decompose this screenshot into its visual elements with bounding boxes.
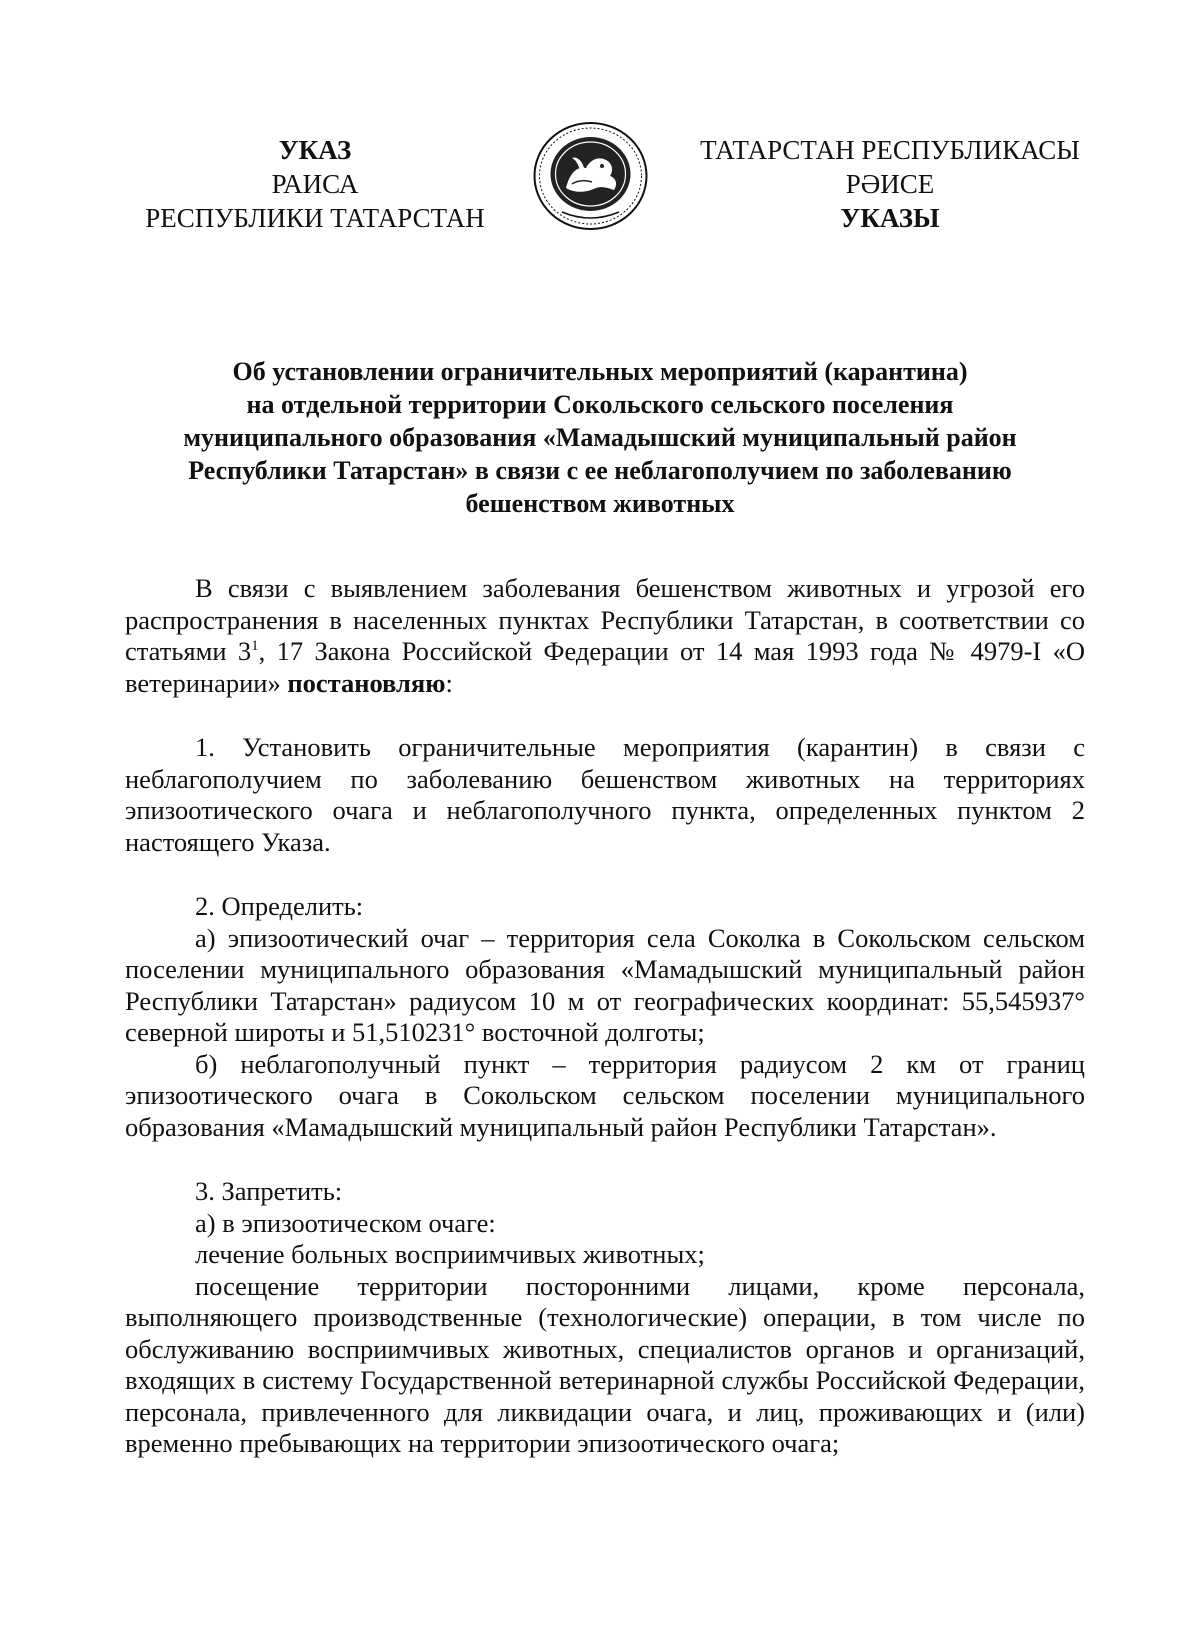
item-3-heading: 3. Запретить: — [195, 1176, 343, 1206]
paragraph-gap — [125, 858, 1085, 891]
preamble-superscript: 1 — [251, 638, 259, 655]
item-3a-heading: а) в эпизоотическом очаге: — [195, 1207, 496, 1238]
item-3a2-paragraph: посещение территории посторонними лицами, кроме персонала, выполняющего производственные (технологические) операции, в том числе по обслуживанию восприимчивых животных, специалистов органов и организаций, входящих в систему Государственной ветеринарной службы Российской Федерации, персонала, привлеченного для ликвидации очага, и лиц, проживающих и (или) временно пребывающих на территории эпизоотического очага; — [125, 1270, 1085, 1458]
preamble-colon: : — [445, 667, 453, 698]
item-2a-paragraph: а) эпизоотический очаг – территория села Соколка в Сокольском сельском поселении муниципального образования «Мамадышский муниципальный район Республики Татарстан» радиусом 10 м от географических координат: 55,545937° северной широты и 51,510231° восточной долготы; — [125, 922, 1085, 1047]
paragraph-gap — [125, 1143, 1085, 1176]
preamble-text-2: , 17 Закона Российской Федерации от 14 мая 1993 года № 4979-I «О ветеринарии» — [125, 636, 1085, 698]
header-right-line2: РӘИСЕ — [845, 169, 935, 199]
preamble-text-1: В связи с выявлением заболевания бешенством животных и угрозой его распространения в населенных пунктах Республики Татарстан, в соответствии со статьями 3 — [125, 573, 1085, 666]
decree-title — [120, 355, 1080, 520]
title-line: Об установлении ограничительных мероприятий (карантина) — [232, 357, 968, 386]
item-2-heading: 2. Определить: — [195, 891, 364, 921]
header-right-line3: УКАЗЫ — [840, 203, 940, 233]
header-right-line1: ТАТАРСТАН РЕСПУБЛИКАСЫ — [700, 135, 1080, 165]
item-2b-paragraph: б) неблагополучный пункт – территория радиусом 2 км от границ эпизоотического очага в Сокольском сельском поселении муниципального образования «Мамадышский муниципальный район Республики Татарстан». — [125, 1048, 1085, 1142]
header-left-line1: УКАЗ — [278, 135, 352, 165]
title-line: на отдельной территории Сокольского сельского поселения — [246, 390, 954, 419]
header-left-line2: РАИСА — [271, 169, 359, 199]
title-line: Республики Татарстан» в связи с ее неблагополучием по заболеванию — [188, 456, 1012, 485]
item-3a1-paragraph: лечение больных восприимчивых животных; — [195, 1239, 705, 1269]
coat-of-arms-icon — [532, 120, 649, 232]
paragraph-gap — [125, 699, 1085, 732]
header-right-block — [690, 133, 1090, 235]
header-left-block — [120, 133, 510, 235]
header-left-line3: РЕСПУБЛИКИ ТАТАРСТАН — [145, 203, 485, 233]
item-1-paragraph: 1. Установить ограничительные мероприятия (карантин) в связи с неблагополучием по заболеванию бешенством животных на территориях эпизоотического очага и неблагополучного пункта, определенных пунктом 2 настоящего Указа. — [125, 732, 1085, 857]
preamble-paragraph — [125, 573, 1085, 699]
title-line: бешенством животных — [465, 489, 735, 518]
decree-body — [125, 573, 1085, 1460]
decree-word: постановляю — [287, 667, 446, 698]
title-line: муниципального образования «Мамадышский муниципальный район — [183, 423, 1017, 452]
